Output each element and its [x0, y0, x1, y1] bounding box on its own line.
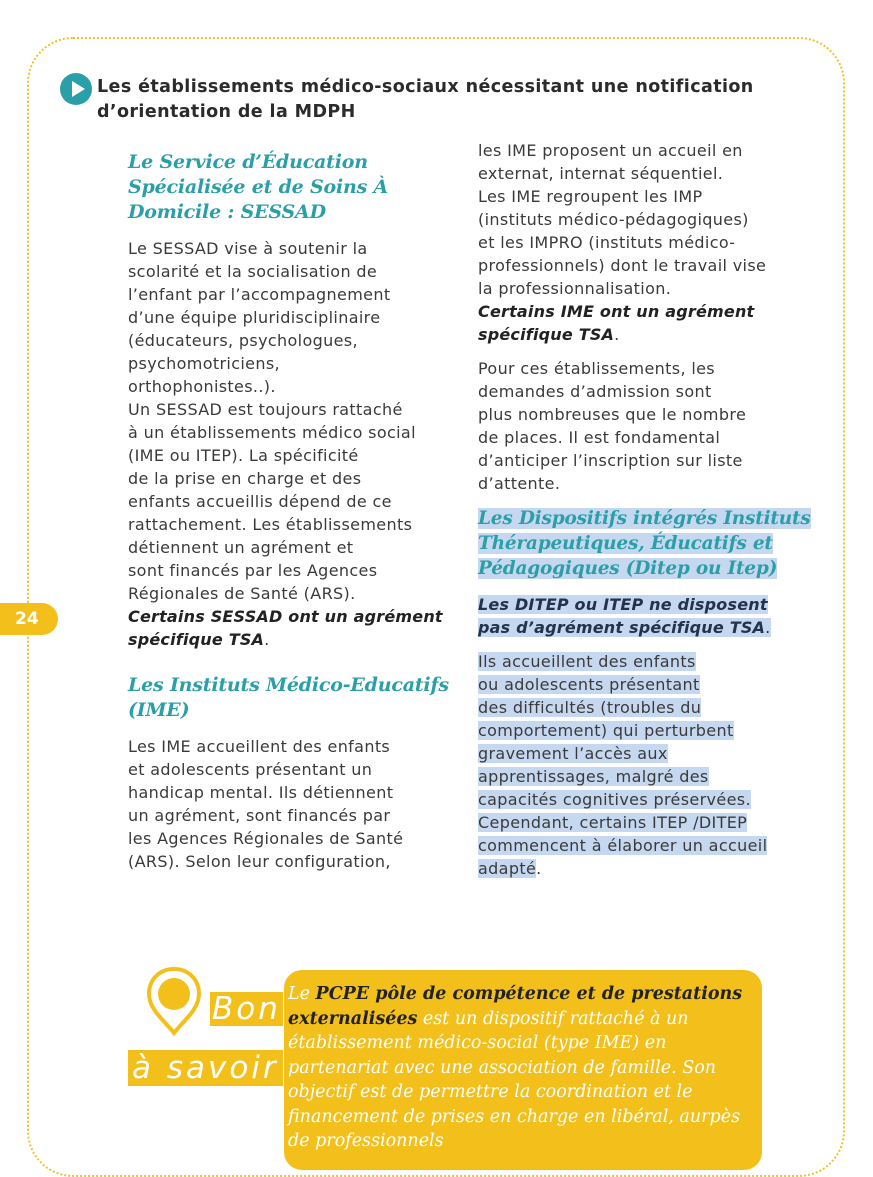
text-line: et adolescents présentant un — [128, 760, 373, 779]
punctuation: . — [536, 859, 542, 878]
text-line: demandes d’admission sont — [478, 382, 712, 401]
text-line: Un SESSAD est toujours rattaché — [128, 400, 403, 419]
text-line: (ARS). Selon leur configuration, — [128, 852, 391, 871]
ime-title-line: (IME) — [128, 699, 190, 721]
text-line: l’enfant par l’accompagnement — [128, 285, 391, 304]
ime-title-line: Les Instituts Médico-Educatifs — [128, 674, 449, 696]
text-line: des difficultés (troubles du — [478, 698, 702, 717]
text-line: externat, internat séquentiel. — [478, 164, 724, 183]
text-line: commencent à élaborer un accueil — [478, 836, 768, 855]
ditep-title-line: Les Dispositifs intégrés Instituts — [478, 508, 811, 529]
info-box-bold: PCPE pôle de compétence et de prestations externalisées — [288, 984, 743, 1029]
play-icon — [60, 73, 92, 105]
sessad-tsa-note: spécifique TSA — [128, 630, 265, 649]
ime-body-continued — [478, 139, 818, 346]
text-line: capacités cognitives préservées. — [478, 790, 751, 809]
text-line: ou adolescents présentant — [478, 675, 700, 694]
text-line: (IME ou ITEP). La spécificité — [128, 446, 359, 465]
text-line: enfants accueillis dépend de ce — [128, 492, 392, 511]
ime-body — [128, 735, 468, 873]
text-line: Le SESSAD vise à soutenir la — [128, 239, 368, 258]
text-line: Régionales de Santé (ARS). — [128, 584, 356, 603]
page-number-tab: 24 — [0, 603, 58, 635]
text-line: Les IME accueillent des enfants — [128, 737, 391, 756]
text-line: adapté — [478, 859, 537, 878]
sessad-title-line: Domicile : SESSAD — [128, 201, 326, 223]
section-heading: Les établissements médico-sociaux nécessitant une notification d’orientation de la MDPH — [97, 77, 754, 122]
ime-tsa-note: Certains IME ont un agrément — [478, 302, 755, 321]
a-savoir-label: à savoir — [128, 1050, 283, 1086]
text-line: apprentissages, malgré des — [478, 767, 709, 786]
info-box — [284, 970, 762, 1170]
ditep-title-line: Pédagogiques (Ditep ou Itep) — [478, 558, 778, 579]
punctuation: . — [614, 325, 620, 344]
text-line: plus nombreuses que le nombre — [478, 405, 747, 424]
punctuation: . — [264, 630, 270, 649]
text-line: Pour ces établissements, les — [478, 359, 715, 378]
ime-tsa-note: spécifique TSA — [478, 325, 615, 344]
text-line: orthophonistes..). — [128, 377, 276, 396]
ditep-note-line: pas d’agrément spécifique TSA — [478, 618, 766, 637]
text-line: les IME proposent un accueil en — [478, 141, 743, 160]
bon-label: Bon — [212, 991, 281, 1027]
admission-paragraph — [478, 357, 818, 495]
info-box-text — [288, 982, 752, 1154]
text-line: Cependant, certains ITEP /DITEP — [478, 813, 748, 832]
text-line: la professionnalisation. — [478, 279, 672, 298]
ditep-title-line: Thérapeutiques, Éducatifs et — [478, 533, 773, 554]
text-line: rattachement. Les établissements — [128, 515, 413, 534]
text-line: les Agences Régionales de Santé — [128, 829, 404, 848]
text-line: d’anticiper l’inscription sur liste — [478, 451, 743, 470]
text-line: (éducateurs, psychologues, — [128, 331, 358, 350]
text-line: Les IME regroupent les IMP — [478, 187, 703, 206]
text-line: professionnels) dont le travail vise — [478, 256, 767, 275]
location-pin-icon — [146, 966, 202, 1040]
text-line: psychomotriciens, — [128, 354, 280, 373]
text-line: (instituts médico-pédagogiques) — [478, 210, 749, 229]
text-line: et les IMPRO (instituts médico- — [478, 233, 736, 252]
text-line: Ils accueillent des enfants — [478, 652, 696, 671]
info-box-lead: Le — [288, 984, 316, 1004]
sessad-title-line: Le Service d’Éducation — [128, 151, 368, 173]
text-line: comportement) qui perturbent — [478, 721, 734, 740]
sessad-tsa-note: Certains SESSAD ont un agrément — [128, 607, 443, 626]
text-line: sont financés par les Agences — [128, 561, 378, 580]
sessad-title-line: Spécialisée et de Soins À — [128, 176, 389, 198]
sessad-body — [128, 237, 468, 651]
ditep-title — [478, 506, 823, 581]
text-line: détiennent un agrément et — [128, 538, 354, 557]
punctuation: . — [765, 618, 771, 637]
text-line: de places. Il est fondamental — [478, 428, 721, 447]
text-line: d’attente. — [478, 474, 561, 493]
text-line: un agrément, sont financés par — [128, 806, 391, 825]
info-box-body: est un dispositif rattaché à un établissement médico-social (type IME) en partenariat avec une association de famille. Son objectif est de permettre la coordination et le financement de prises en charge en libéral, aurpès de professionnels — [288, 1008, 741, 1151]
text-line: d’une équipe pluridisciplinaire — [128, 308, 381, 327]
ditep-tsa-note — [478, 593, 818, 639]
text-line: handicap mental. Ils détiennent — [128, 783, 394, 802]
text-line: à un établissements médico social — [128, 423, 416, 442]
text-line: gravement l’accès aux — [478, 744, 668, 763]
text-line: scolarité et la socialisation de — [128, 262, 378, 281]
text-line: de la prise en charge et des — [128, 469, 362, 488]
sessad-title — [128, 150, 468, 225]
ditep-body — [478, 650, 818, 880]
ime-title — [128, 673, 468, 723]
ditep-note-line: Les DITEP ou ITEP ne disposent — [478, 595, 768, 614]
